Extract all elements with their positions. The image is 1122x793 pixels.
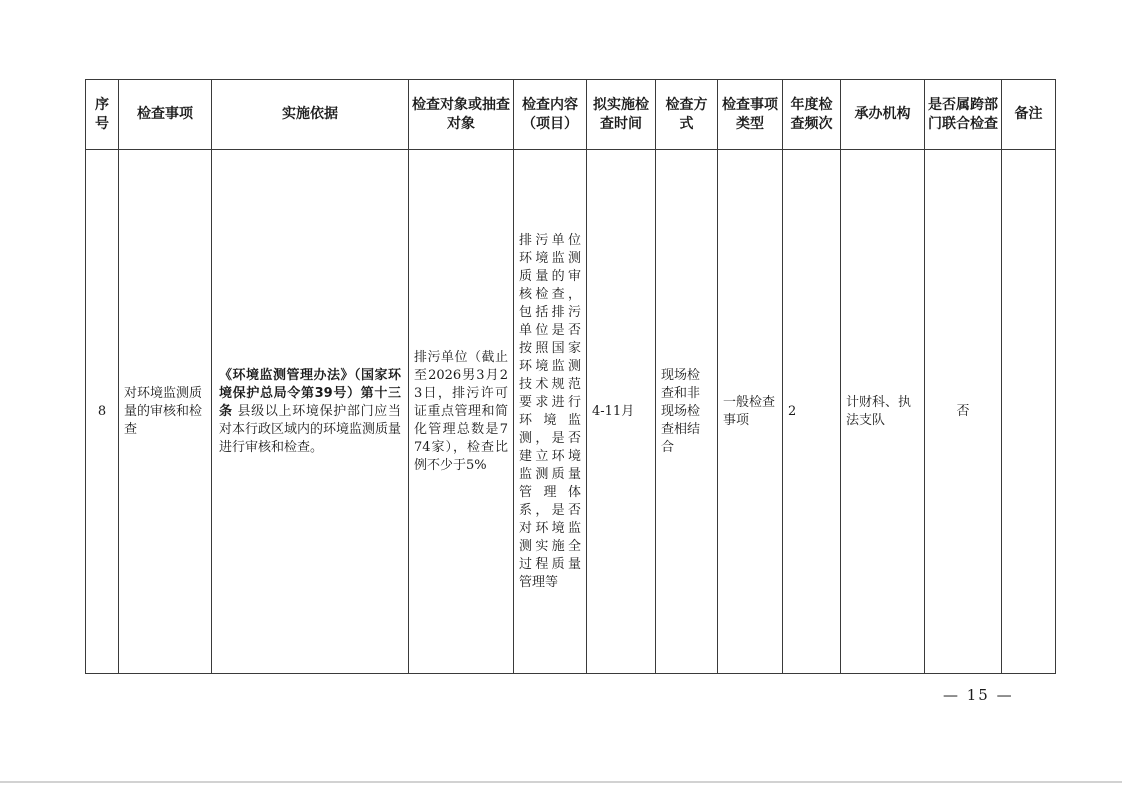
header-time: 拟实施检查时间 [587,80,656,150]
cell-index: 8 [86,150,119,674]
cell-method: 现场检查和非现场检查相结合 [656,150,718,674]
cell-type: 一般检查事项 [718,150,783,674]
table-row [86,150,1056,674]
cell-joint: 否 [925,150,1002,674]
header-object: 检查对象或抽查对象 [409,80,514,150]
cell-basis [212,150,409,674]
page-number: — 15 — [943,686,1014,704]
cell-agency: 计财科、执法支队 [841,150,925,674]
cell-item: 对环境监测质量的审核和检查 [119,150,212,674]
cell-object: 排污单位（截止至2026男3月23日，排污许可证重点管理和简化管理总数是774家），检查比例不少于5% [409,150,514,674]
header-basis: 实施依据 [212,80,409,150]
header-remark: 备注 [1002,80,1056,150]
header-index: 序号 [86,80,119,150]
header-method: 检查方式 [656,80,718,150]
scan-edge-divider [0,781,1122,783]
header-type: 检查事项类型 [718,80,783,150]
header-item: 检查事项 [119,80,212,150]
header-content: 检查内容（项目） [514,80,587,150]
basis-regulation: 《环境监测管理办法》（国家环境保护总局令第39号）第十三条 [219,367,401,419]
inspection-table [85,79,1056,674]
cell-frequency: 2 [783,150,841,674]
cell-remark [1002,150,1056,674]
header-joint: 是否属跨部门联合检查 [925,80,1002,150]
header-agency: 承办机构 [841,80,925,150]
cell-content: 排污单位环境监测质量的审核检查，包括排污单位是否按照国家环境监测技术规范要求进行环境监测，是否建立环境监测质量管理体系，是否对环境监测实施全过程质量管理等 [514,150,587,674]
basis-text: 县级以上环境保护部门应当对本行政区域内的环境监测质量进行审核和检查。 [219,403,402,455]
table-header-row [86,80,1056,150]
cell-time: 4-11月 [587,150,656,674]
header-frequency: 年度检查频次 [783,80,841,150]
